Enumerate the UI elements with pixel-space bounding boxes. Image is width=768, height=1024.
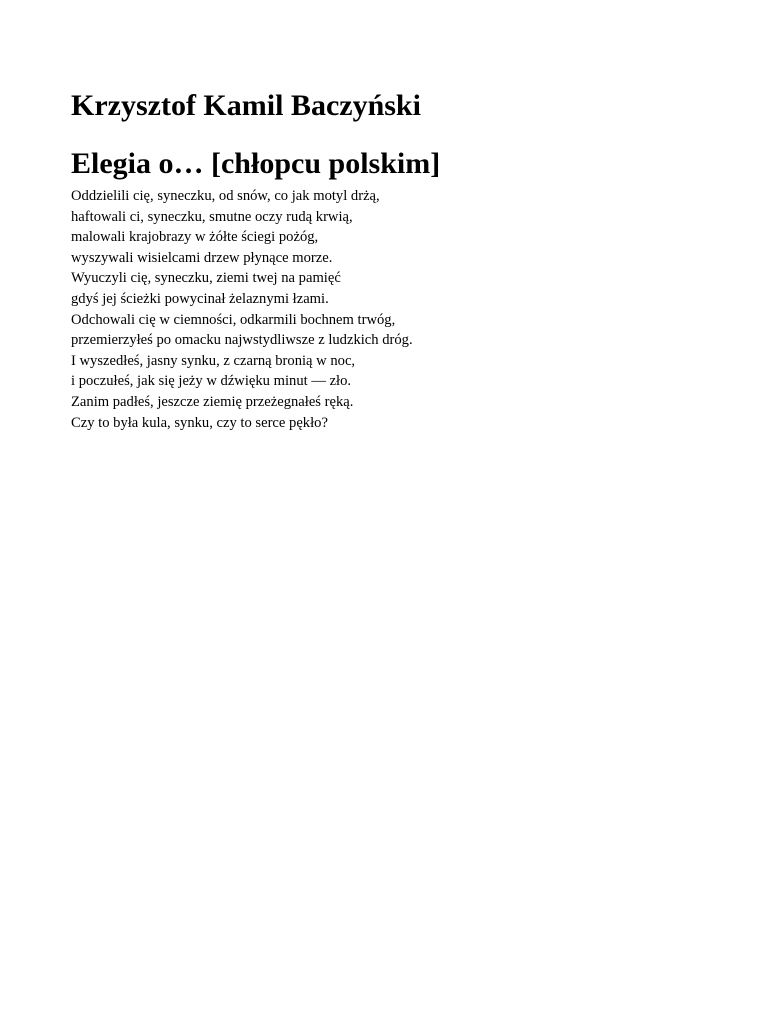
poem-line: Oddzielili cię, syneczku, od snów, co jak motyl drżą,: [71, 188, 380, 204]
document-page: [71, 86, 731, 433]
poem-line: malowali krajobrazy w żółte ściegi pożóg,: [71, 229, 319, 246]
poem-line: I wyszedłeś, jasny synku, z czarną bronią w noc,: [71, 352, 356, 369]
poem-line: wyszywali wisielcami drzew płynące morze.: [71, 249, 333, 266]
poem-title: Elegia o… [chłopcu polskim]: [71, 147, 441, 180]
poem-line: haftowali ci, syneczku, smutne oczy rudą krwią,: [71, 208, 353, 225]
poem-line: i poczułeś, jak się jeży w dźwięku minut — zło.: [71, 373, 352, 390]
poem-line: Zanim padłeś, jeszcze ziemię przeżegnałeś ręką.: [71, 393, 354, 410]
poem-line: przemierzyłeś po omacku najwstydliwsze z ludzkich dróg.: [71, 332, 413, 349]
poem-line: gdyś jej ścieżki powycinał żelaznymi łzami.: [71, 290, 329, 307]
poem-line: Odchowali cię w ciemności, odkarmili bochnem trwóg,: [71, 311, 396, 328]
poem-line: Wyuczyli cię, syneczku, ziemi twej na pamięć: [71, 270, 341, 287]
author-heading: Krzysztof Kamil Baczyński: [71, 89, 421, 122]
poem-body: [71, 186, 731, 433]
poem-line: Czy to była kula, synku, czy to serce pękło?: [71, 414, 328, 431]
